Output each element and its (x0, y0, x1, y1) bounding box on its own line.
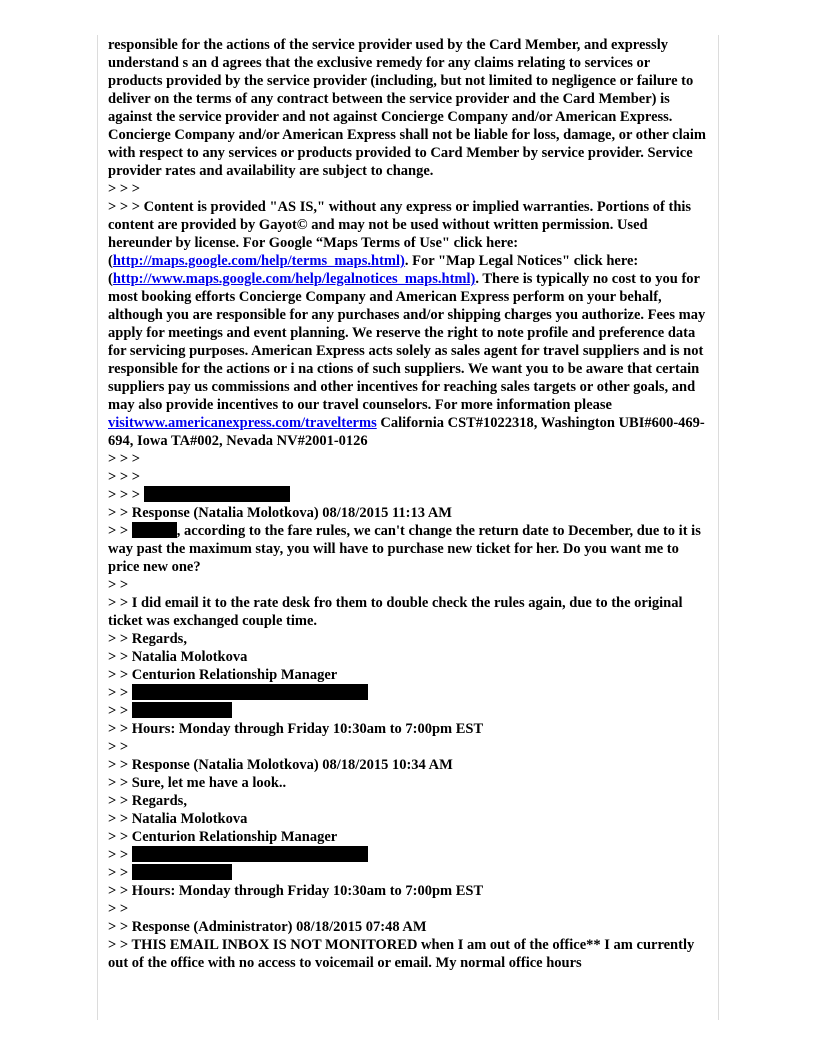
content-text: California CST#1022318, Washington UBI#600-469-694, Iowa TA#002, Nevada NV#2001-0126 (108, 415, 705, 449)
redaction-block (132, 684, 368, 700)
response-body: > > THIS EMAIL INBOX IS NOT MONITORED when I am out of the office** I am currently out of the office with no access to voicemail or email. My normal office hours (108, 937, 695, 971)
quote-line-redacted: > > > (108, 486, 708, 504)
redaction-block (132, 864, 232, 880)
quote-line: > > > (108, 469, 141, 485)
content-text: > > > Content is provided "AS IS," without any express or implied warranties. Portions of this content are provided by Gayot© and may not be used without written permission. Used hereunder by license. For Google “Maps Terms of Use" click here: ( (108, 199, 692, 269)
response-body: > > Sure, let me have a look.. (108, 775, 287, 791)
quote-line: > > > (108, 451, 141, 467)
redaction-block (132, 846, 368, 862)
response-header: > > Response (Natalia Molotkova) 08/18/2015 11:13 AM (108, 505, 452, 521)
content-text: . For "Map Legal Notices" click here: ( (108, 253, 639, 287)
signature-regards: > > Regards, (108, 793, 187, 809)
response-body: > > I did email it to the rate desk fro them to double check the rules again, due to the original ticket was exchanged couple time. (108, 595, 683, 629)
redaction-block (132, 522, 177, 538)
signature-name: > > Natalia Molotkova (108, 649, 248, 665)
signature-redacted: > > (108, 702, 708, 720)
signature-redacted: > > (108, 846, 708, 864)
signature-title: > > Centurion Relationship Manager (108, 667, 338, 683)
signature-regards: > > Regards, (108, 631, 187, 647)
signature-redacted: > > (108, 864, 708, 882)
maps-terms-link[interactable]: http://maps.google.com/help/terms_maps.html) (112, 253, 405, 269)
response-header: > > Response (Administrator) 08/18/2015 07:48 AM (108, 919, 427, 935)
signature-hours: > > Hours: Monday through Friday 10:30am to 7:00pm EST (108, 721, 484, 737)
signature-name: > > Natalia Molotkova (108, 811, 248, 827)
quote-line: > > (108, 739, 129, 755)
content-disclaimer-paragraph (108, 198, 708, 450)
content-text: . There is typically no cost to you for most booking efforts Concierge Company and American Express perform on your behalf, although you are responsible for any purchases and/or shipping charges you authorize. Fees may apply for meetings and event planning. We reserve the right to note profile and preference data for servicing purposes. American Express acts solely as sales agent for travel suppliers and is not responsible for the actions or i na ctions of such suppliers. We want you to be aware that certain suppliers pay us commissions and other incentives for reaching sales targets or other goals, and may also provide incentives to our travel counselors. For more information please (108, 271, 706, 413)
travel-terms-link[interactable]: visitwww.americanexpress.com/travelterms (108, 415, 377, 431)
signature-title: > > Centurion Relationship Manager (108, 829, 338, 845)
response-header: > > Response (Natalia Molotkova) 08/18/2015 10:34 AM (108, 757, 453, 773)
disclaimer-paragraph: responsible for the actions of the service provider used by the Card Member, and expressly understand s an d agrees that the exclusive remedy for any claims relating to services or products provided by the service provider (including, but not limited to negligence or failure to deliver on the terms of any contract between the service provider and the Card Member) is against the service provider and not against Concierge Company and/or American Express. Concierge Company and/or American Express shall not be liable for loss, damage, or other claim with respect to any services or products provided to Card Member by service provider. Service provider rates and availability are subject to change. (108, 37, 706, 179)
response-body: > > , according to the fare rules, we can't change the return date to December, due to it is way past the maximum stay, you will have to purchase new ticket for her. Do you want me to price new one? (108, 523, 701, 575)
quote-line: > > (108, 577, 129, 593)
redaction-block (144, 486, 290, 502)
redaction-block (132, 702, 232, 718)
quote-line: > > (108, 901, 129, 917)
signature-hours: > > Hours: Monday through Friday 10:30am to 7:00pm EST (108, 883, 484, 899)
quote-line: > > > (108, 181, 141, 197)
signature-redacted: > > (108, 684, 708, 702)
email-thread-body (108, 36, 708, 972)
maps-legal-notices-link[interactable]: http://www.maps.google.com/help/legalnotices_maps.html) (112, 271, 476, 287)
